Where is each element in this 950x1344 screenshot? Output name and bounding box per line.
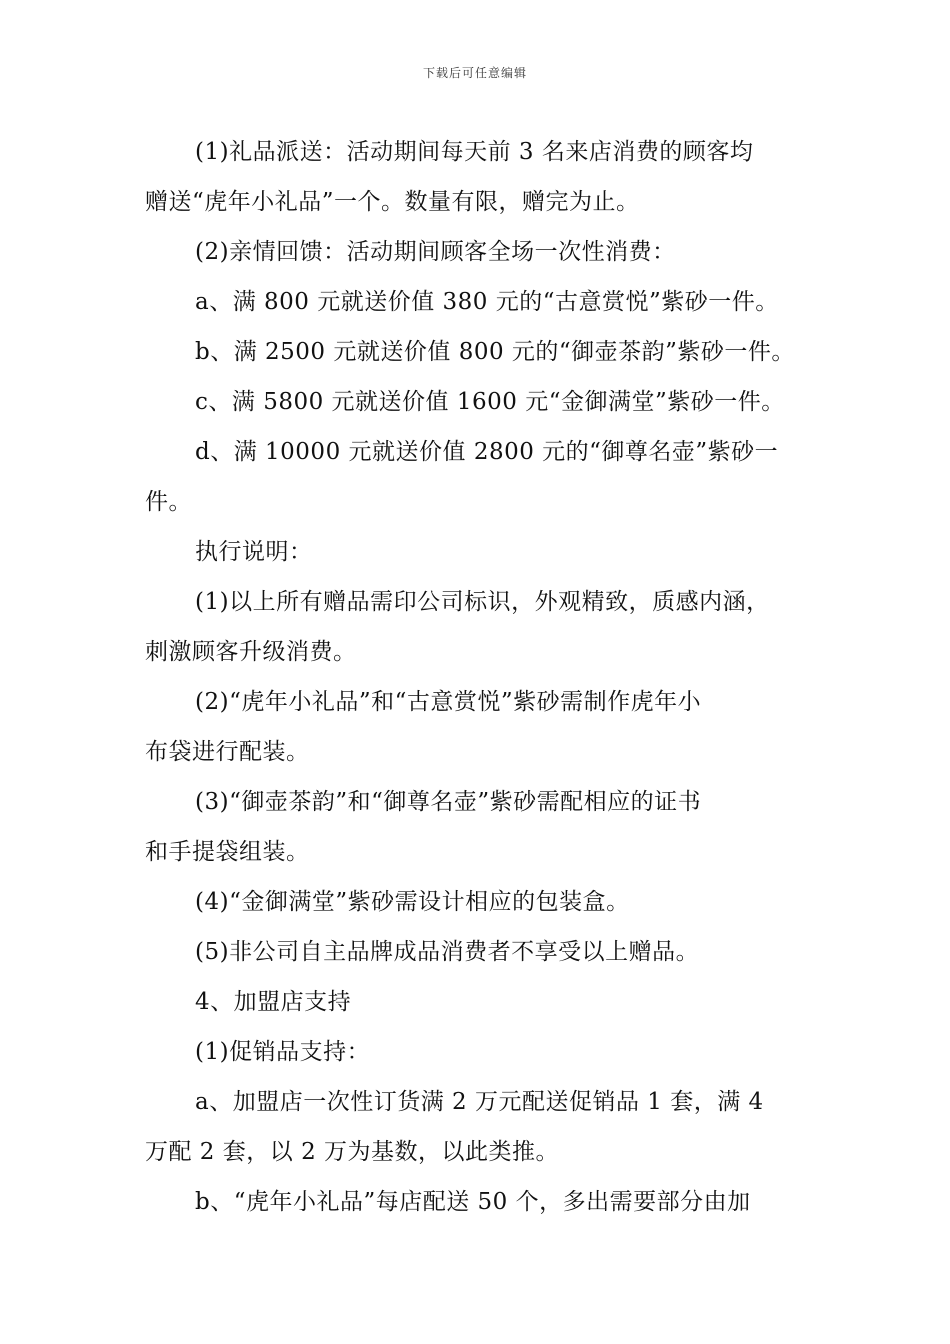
paragraph-line: b、“虎年小礼品”每店配送 50 个，多出需要部分由加 bbox=[195, 1189, 751, 1215]
paragraph-line: 刺激顾客升级消费。 bbox=[145, 639, 357, 665]
paragraph-line: (4)“金御满堂”紫砂需设计相应的包装盒。 bbox=[195, 889, 630, 915]
paragraph-line: 和手提袋组装。 bbox=[145, 839, 310, 865]
page-header: 下载后可任意编辑 bbox=[422, 66, 527, 80]
paragraph-line: d、满 10000 元就送价值 2800 元的“御尊名壶”紫砂一 bbox=[195, 439, 779, 465]
paragraph-line: a、加盟店一次性订货满 2 万元配送促销品 1 套，满 4 bbox=[195, 1089, 764, 1115]
paragraph-line: (3)“御壶茶韵”和“御尊名壶”紫砂需配相应的证书 bbox=[195, 789, 702, 815]
paragraph-line: (2)亲情回馈：活动期间顾客全场一次性消费： bbox=[195, 239, 676, 265]
paragraph-line: (1)以上所有赠品需印公司标识，外观精致，质感内涵， bbox=[195, 589, 770, 615]
paragraph-line: 执行说明： bbox=[195, 539, 313, 565]
paragraph-line: 件。 bbox=[145, 489, 192, 515]
section-heading: 4、加盟店支持 bbox=[195, 989, 352, 1015]
paragraph-line: 万配 2 套，以 2 万为基数，以此类推。 bbox=[145, 1139, 560, 1165]
paragraph-line: (1)礼品派送：活动期间每天前 3 名来店消费的顾客均 bbox=[195, 139, 754, 165]
paragraph-line: 赠送“虎年小礼品”一个。数量有限，赠完为止。 bbox=[145, 189, 640, 215]
paragraph-line: a、满 800 元就送价值 380 元的“古意赏悦”紫砂一件。 bbox=[195, 289, 779, 315]
paragraph-line: (1)促销品支持： bbox=[195, 1039, 371, 1065]
paragraph-line: b、满 2500 元就送价值 800 元的“御壶茶韵”紫砂一件。 bbox=[195, 339, 795, 365]
paragraph-line: c、满 5800 元就送价值 1600 元“金御满堂”紫砂一件。 bbox=[195, 389, 785, 415]
paragraph-line: (2)“虎年小礼品”和“古意赏悦”紫砂需制作虎年小 bbox=[195, 689, 702, 715]
paragraph-line: 布袋进行配装。 bbox=[145, 739, 310, 765]
paragraph-line: (5)非公司自主品牌成品消费者不享受以上赠品。 bbox=[195, 939, 700, 965]
document-body bbox=[145, 127, 815, 1227]
